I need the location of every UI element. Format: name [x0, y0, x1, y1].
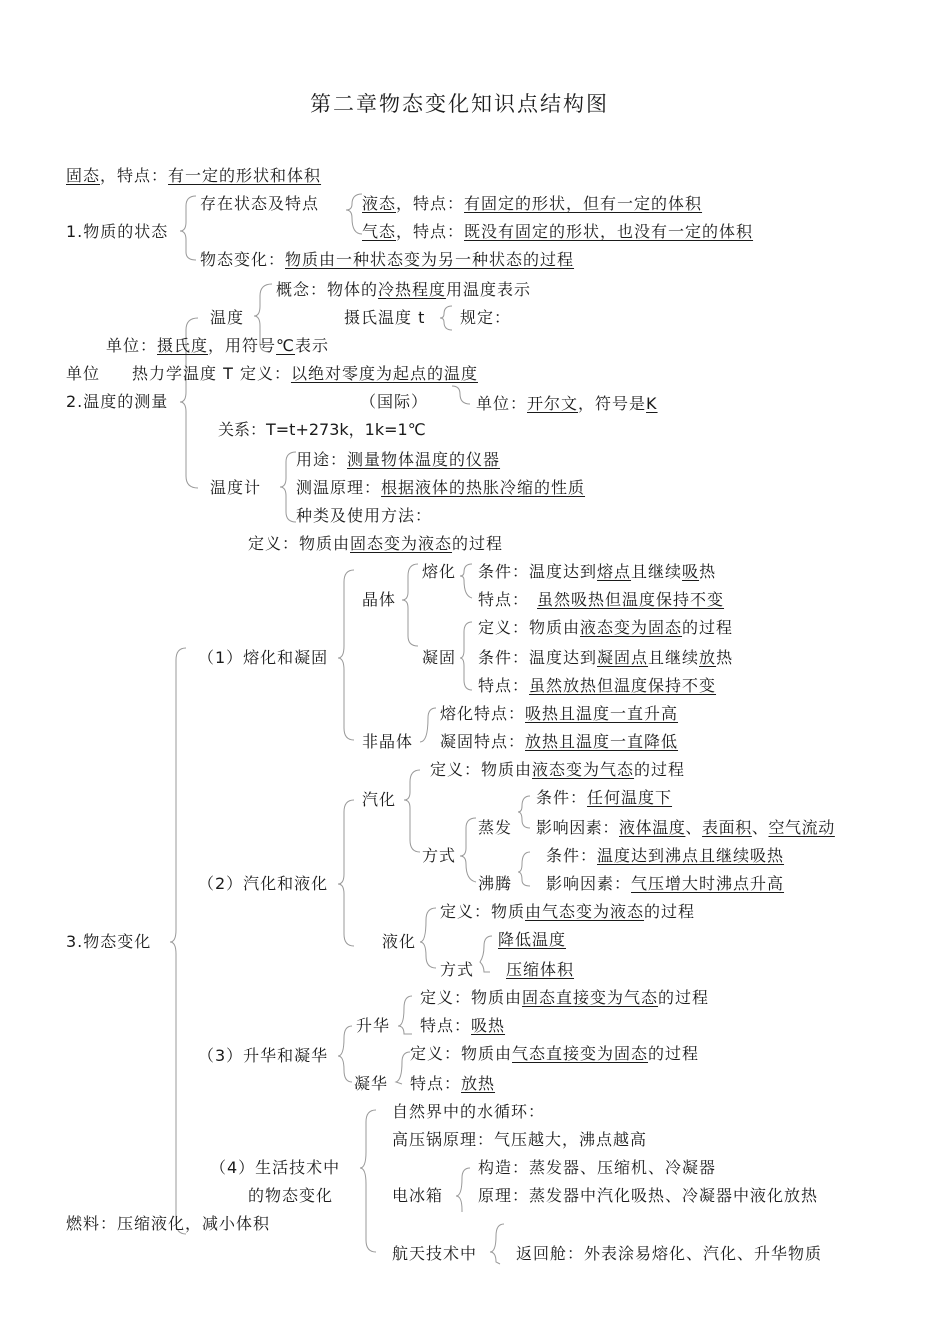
unit-prefix: 单位： — [106, 336, 158, 355]
dep-def-u: 气态直接变为固态 — [512, 1044, 649, 1063]
celsius-label: 摄氏温度 t — [344, 308, 426, 327]
dep-def-suffix: 的过程 — [648, 1044, 700, 1063]
kunit-row — [476, 394, 658, 414]
evap-factor-u3: 空气流动 — [768, 818, 835, 837]
evap-factor-row — [536, 818, 835, 838]
bracket-melt — [338, 570, 354, 740]
boil-cond-value: 温度达到沸点且继续吸热 — [597, 846, 785, 865]
melt-def-suffix: 的过程 — [452, 534, 504, 553]
life-group-line1: （4）生活技术中 — [210, 1158, 341, 1177]
rule-label: 规定： — [460, 308, 512, 327]
bracket-sub-group — [338, 1026, 352, 1082]
evap-factor-sep2: 、 — [751, 818, 769, 837]
solid-value: 有一定的形状和体积 — [168, 166, 322, 185]
deposition-label: 凝华 — [354, 1074, 389, 1093]
boil-label: 沸腾 — [478, 874, 513, 893]
capsule: 返回舱：外表涂易熔化、汽化、升华物质 — [516, 1244, 823, 1263]
gas-row — [362, 222, 753, 242]
dep-feat-value: 放热 — [461, 1074, 496, 1093]
thermo-row — [132, 364, 478, 384]
gas-value: 既没有固定的形状，也没有一定的体积 — [464, 222, 754, 241]
bracket-life — [360, 1110, 376, 1252]
bracket-liquefaction — [420, 908, 436, 968]
melt-def-u: 固态变为液态 — [350, 534, 453, 553]
bracket-vapor — [338, 800, 354, 946]
am-freeze-prefix: 凝固特点： — [440, 732, 526, 751]
evap-factor-prefix: 影响因素： — [536, 818, 620, 837]
vapor-def-prefix: 定义：物质由 — [430, 760, 533, 779]
boil-factor-row — [546, 874, 784, 894]
solid-label: 固态 — [66, 166, 101, 185]
concept-prefix: 概念：物体的 — [276, 280, 379, 299]
thermo-prefix: 热力学温度 T 定义： — [132, 364, 291, 383]
melt-cond-mid: 且继续 — [631, 562, 683, 581]
melt-def-prefix: 定义：物质由 — [248, 534, 351, 553]
liq-m2-text: 压缩体积 — [506, 960, 575, 979]
bracket-crystal — [402, 564, 418, 646]
exist-label: 存在状态及特点 — [200, 194, 320, 213]
freeze-def-u: 液态变为固态 — [580, 618, 683, 637]
fridge-principle: 原理：蒸发器中汽化吸热、冷凝器中液化放热 — [478, 1186, 819, 1205]
unit-u: 摄氏度 — [157, 336, 209, 355]
freeze-feat-row — [478, 676, 716, 696]
sub-feat-prefix: 特点： — [420, 1016, 472, 1035]
use-value: 测量物体温度的仪器 — [347, 450, 501, 469]
liq-m1 — [498, 930, 566, 950]
sub-def-u: 固态直接变为气态 — [522, 988, 659, 1007]
dep-feat-prefix: 特点： — [410, 1074, 462, 1093]
principle-row — [296, 478, 585, 498]
kunit-sym: K — [646, 394, 658, 413]
kunit-prefix: 单位： — [476, 394, 528, 413]
evap-cond-row — [536, 788, 672, 808]
liquid-value: 有固定的形状，但有一定的体积 — [464, 194, 703, 213]
freeze-def-prefix: 定义：物质由 — [478, 618, 581, 637]
thermometer-label: 温度计 — [210, 478, 262, 497]
bracket-celsius — [440, 306, 452, 330]
am-freeze-value: 放热且温度一直降低 — [525, 732, 679, 751]
dep-feat-row — [410, 1074, 495, 1094]
page-title: 第二章物态变化知识点结构图 — [310, 92, 609, 116]
bracket-melting — [460, 564, 472, 598]
liq-def-prefix: 定义：物质 — [440, 902, 526, 921]
concept-row — [276, 280, 531, 300]
liquid-comma: ，特点： — [396, 194, 465, 213]
vapor-def-u: 液态变为气态 — [532, 760, 635, 779]
principle-value: 根据液体的热胀冷缩的性质 — [381, 478, 586, 497]
liquefaction-label: 液化 — [382, 932, 417, 951]
melt-feat-prefix: 特点： — [478, 590, 530, 609]
sub-group-label: （3）升华和凝华 — [198, 1046, 329, 1065]
evap-factor-u2: 表面积 — [702, 818, 752, 837]
boil-cond-row — [546, 846, 784, 866]
vapor-def-row — [430, 760, 685, 780]
freeze-cond-u1: 凝固点 — [597, 648, 649, 667]
liq-m1-text: 降低温度 — [498, 930, 567, 949]
evap-factor-u1: 液体温度 — [619, 818, 686, 837]
dep-def-row — [410, 1044, 699, 1064]
change-prefix: 物态变化： — [200, 250, 286, 269]
gas-label: 气态 — [362, 222, 397, 241]
sub-def-row — [420, 988, 709, 1008]
liquid-label: 液态 — [362, 194, 397, 213]
bracket-deposition — [396, 1052, 410, 1084]
principle-prefix: 测温原理： — [296, 478, 382, 497]
vaporization-label: 汽化 — [362, 790, 397, 809]
sub-def-suffix: 的过程 — [658, 988, 710, 1007]
freeze-def-suffix: 的过程 — [682, 618, 734, 637]
crystal-label: 晶体 — [362, 590, 397, 609]
solid-state-row — [66, 166, 321, 186]
freezing-label: 凝固 — [422, 648, 457, 667]
freeze-cond-row — [478, 648, 733, 668]
boil-factor-value: 气压增大时沸点升高 — [631, 874, 785, 893]
unit-mid: ，用符号 — [208, 336, 277, 355]
bracket-evap — [518, 796, 530, 828]
liq-def-suffix: 的过程 — [644, 902, 696, 921]
dep-def-prefix: 定义：物质由 — [410, 1044, 513, 1063]
space-label: 航天技术中 — [392, 1244, 478, 1263]
cooker: 高压锅原理：气压越大，沸点越高 — [392, 1130, 648, 1149]
life-group-line2: 的物态变化 — [248, 1186, 334, 1205]
bracket-states — [180, 196, 196, 260]
bracket-exist — [346, 194, 362, 234]
am-freeze-row — [440, 732, 678, 752]
unit-row — [106, 336, 329, 356]
method-label: 方式 — [422, 846, 457, 865]
freeze-feat-value: 虽然放热但温度保持不变 — [529, 676, 717, 695]
boil-factor-prefix: 影响因素： — [546, 874, 632, 893]
melt-cond-row — [478, 562, 716, 582]
am-melt-row — [440, 704, 678, 724]
sub-def-prefix: 定义：物质由 — [420, 988, 523, 1007]
gas-comma: ，特点： — [396, 222, 465, 241]
liq-method-label: 方式 — [440, 960, 475, 979]
vapor-def-suffix: 的过程 — [634, 760, 686, 779]
amorphous-label: 非晶体 — [362, 732, 414, 751]
bracket-sublimation — [398, 996, 412, 1034]
melt-cond-suffix: 热 — [699, 562, 717, 581]
kinds-label: 种类及使用方法： — [296, 506, 433, 525]
evap-cond-prefix: 条件： — [536, 788, 588, 807]
evap-factor-sep1: 、 — [685, 818, 703, 837]
evap-cond-value: 任何温度下 — [587, 788, 673, 807]
thermo-value: 以绝对零度为起点的温度 — [290, 364, 478, 383]
fridge-label: 电冰箱 — [392, 1186, 444, 1205]
melt-cond-u1: 熔点 — [597, 562, 632, 581]
fuel: 燃料：压缩液化，减小体积 — [66, 1214, 271, 1233]
kunit-u: 开尔文 — [527, 394, 579, 413]
states-label: 1.物质的状态 — [66, 222, 169, 241]
freeze-cond-suffix: 热 — [716, 648, 734, 667]
water-cycle: 自然界中的水循环： — [392, 1102, 546, 1121]
liquid-row — [362, 194, 702, 214]
kunit-mid: ，符号是 — [578, 394, 647, 413]
concept-u: 冷热程度 — [378, 280, 447, 299]
bracket-liq-method — [480, 936, 492, 972]
am-melt-prefix: 熔化特点： — [440, 704, 526, 723]
sublimation-label: 升华 — [356, 1016, 391, 1035]
bracket-fridge — [456, 1168, 470, 1212]
boil-cond-prefix: 条件： — [546, 846, 598, 865]
liq-def-row — [440, 902, 695, 922]
phase-label: 3.物态变化 — [66, 932, 152, 951]
relation: 关系：T=t+273k，1k=1℃ — [218, 420, 426, 439]
bracket-vaporization — [404, 770, 420, 852]
liq-def-u: 由气态变为液态 — [525, 902, 645, 921]
freeze-def-row — [478, 618, 733, 638]
melt-def-row — [248, 534, 503, 554]
temp-label: 温度 — [210, 308, 245, 327]
vapor-group-label: （2）汽化和液化 — [198, 874, 329, 893]
change-value: 物质由一种状态变为另一种状态的过程 — [285, 250, 575, 269]
concept-suffix: 用温度表示 — [446, 280, 532, 299]
melt-cond-prefix: 条件：温度达到 — [478, 562, 598, 581]
unit-row-label: 单位 — [66, 364, 101, 383]
unit-sym: ℃ — [276, 336, 296, 355]
use-row — [296, 450, 500, 470]
freeze-cond-u2: 放 — [699, 648, 717, 667]
freeze-feat-prefix: 特点： — [478, 676, 530, 695]
unit-suffix: 表示 — [295, 336, 330, 355]
bracket-thermo — [452, 386, 470, 404]
use-prefix: 用途： — [296, 450, 348, 469]
melting-label: 熔化 — [422, 562, 457, 581]
temp-measure-label: 2.温度的测量 — [66, 392, 169, 411]
change-row — [200, 250, 574, 270]
sub-feat-value: 吸热 — [471, 1016, 506, 1035]
freeze-cond-prefix: 条件：温度达到 — [478, 648, 598, 667]
sub-feat-row — [420, 1016, 505, 1036]
freeze-cond-mid: 且继续 — [648, 648, 700, 667]
intl-label: （国际） — [360, 392, 429, 411]
bracket-boil — [518, 852, 530, 886]
melt-feat-value: 虽然吸热但温度保持不变 — [537, 590, 725, 609]
bracket-phase — [170, 648, 186, 1234]
melt-cond-u2: 吸 — [682, 562, 700, 581]
bracket-freezing — [460, 622, 472, 690]
bracket-amorphous — [420, 708, 436, 742]
bracket-thermometer — [280, 452, 296, 522]
liq-m2 — [506, 960, 574, 980]
melt-group-label: （1）熔化和凝固 — [198, 648, 329, 667]
evap-label: 蒸发 — [478, 818, 513, 837]
solid-comma: ，特点： — [100, 166, 169, 185]
bracket-method — [460, 818, 476, 882]
melt-feat-row — [478, 590, 724, 610]
bracket-space — [490, 1224, 504, 1264]
am-melt-value: 吸热且温度一直升高 — [525, 704, 679, 723]
fridge-structure: 构造：蒸发器、压缩机、冷凝器 — [478, 1158, 717, 1177]
